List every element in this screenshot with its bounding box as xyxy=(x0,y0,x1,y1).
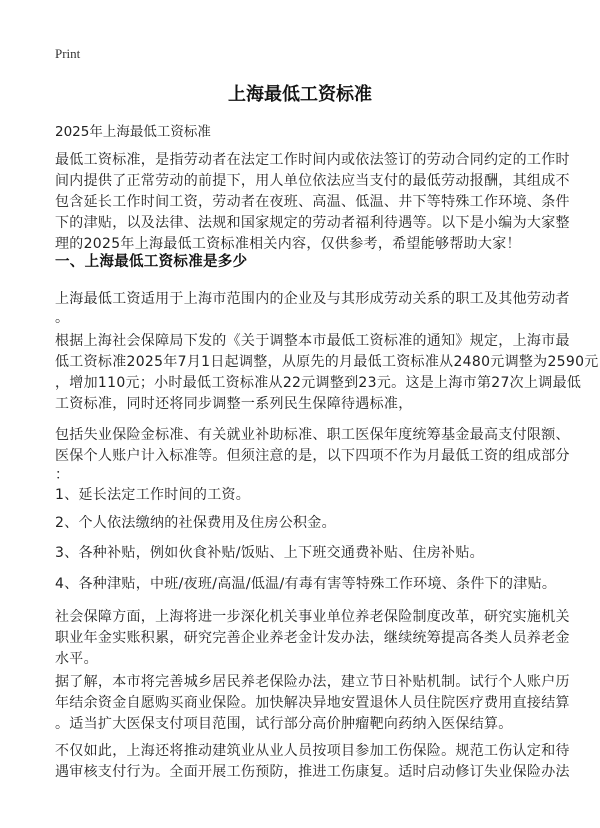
text-line: 间内提供了正常劳动的前提下，用人单位依法应当支付的最低劳动报酬，其组成不 xyxy=(55,173,570,189)
text-line: 低工资标准2025年7月1日起调整，从原先的月最低工资标准从2480元调整为2590元 xyxy=(55,354,599,370)
list-item: 4、各种津贴，中班/夜班/高温/低温/有毒有害等特殊工作环境、条件下的津贴。 xyxy=(55,576,557,592)
print-link[interactable]: Print xyxy=(55,46,81,61)
intro-paragraph xyxy=(55,150,570,255)
text-line: 包括失业保险金标准、有关就业补助标准、职工医保年度统筹基金最高支付限额、 xyxy=(55,427,570,443)
page-title: 上海最低工资标准 xyxy=(228,84,372,105)
text-line: 最低工资标准，是指劳动者在法定工作时间内或依法签订的劳动合同约定的工作时 xyxy=(55,152,570,168)
text-line: ： xyxy=(55,467,70,483)
text-line: 社会保障方面，上海将进一步深化机关事业单位养老保险制度改革，研究实施机关 xyxy=(55,609,570,625)
paragraph xyxy=(55,425,570,483)
text-line: 下的津贴，以及法律、法规和国家规定的劳动者福利待遇等。以下是小编为大家整 xyxy=(55,215,570,231)
text-line: 职业年金实账积累，研究完善企业养老金计发办法，继续统筹提高各类人员养老金 xyxy=(55,630,570,646)
text-line: 年结余资金自愿购买商业保险。加快解决异地安置退休人员住院医疗费用直接结算 xyxy=(55,695,570,711)
paragraph xyxy=(55,741,570,783)
text-line: 根据上海社会保障局下发的《关于调整本市最低工资标准的通知》规定，上海市最 xyxy=(55,333,570,349)
text-line: 不仅如此，上海还将推动建筑业从业人员按项目参加工伤保险。规范工伤认定和待 xyxy=(55,743,570,759)
paragraph xyxy=(55,607,570,670)
list-item: 2、个人依法缴纳的社保费用及住房公积金。 xyxy=(55,515,336,531)
text-line: 医保个人账户计入标准等。但须注意的是，以下四项不作为月最低工资的组成部分 xyxy=(55,448,570,464)
paragraph xyxy=(55,289,570,327)
text-line: 据了解，本市将完善城乡居民养老保险办法，建立节日补贴机制。试行个人账户历 xyxy=(55,674,570,690)
text-line: 工资标准，同时还将同步调整一系列民生保障待遇标准， xyxy=(55,396,413,412)
list-item: 3、各种补贴，例如伙食补贴/饭贴、上下班交通费补贴、住房补贴。 xyxy=(55,545,484,561)
paragraph xyxy=(55,672,570,735)
section-heading: 一、上海最低工资标准是多少 xyxy=(55,254,248,270)
text-line: 理的2025年上海最低工资标准相关内容，仅供参考，希望能够帮助大家！ xyxy=(55,236,521,252)
paragraph xyxy=(55,331,599,415)
text-line: 。适当扩大医保支付项目范围，试行部分高价肿瘤靶向药纳入医保结算。 xyxy=(55,716,513,732)
text-line: 遇审核支付行为。全面开展工伤预防，推进工伤康复。适时启动修订失业保险办法 xyxy=(55,764,570,780)
subtitle: 2025年上海最低工资标准 xyxy=(55,124,211,140)
text-line: 水平。 xyxy=(55,651,98,667)
text-line: ，增加110元；小时最低工资标准从22元调整到23元。这是上海市第27次上调最低 xyxy=(55,375,582,391)
text-line: 上海最低工资适用于上海市范围内的企业及与其形成劳动关系的职工及其他劳动者 xyxy=(55,291,570,307)
text-line: 包含延长工作时间工资，劳动者在夜班、高温、低温、井下等特殊工作环境、条件 xyxy=(55,194,570,210)
list-item: 1、延长法定工作时间的工资。 xyxy=(55,487,251,503)
text-line: 。 xyxy=(55,310,70,326)
